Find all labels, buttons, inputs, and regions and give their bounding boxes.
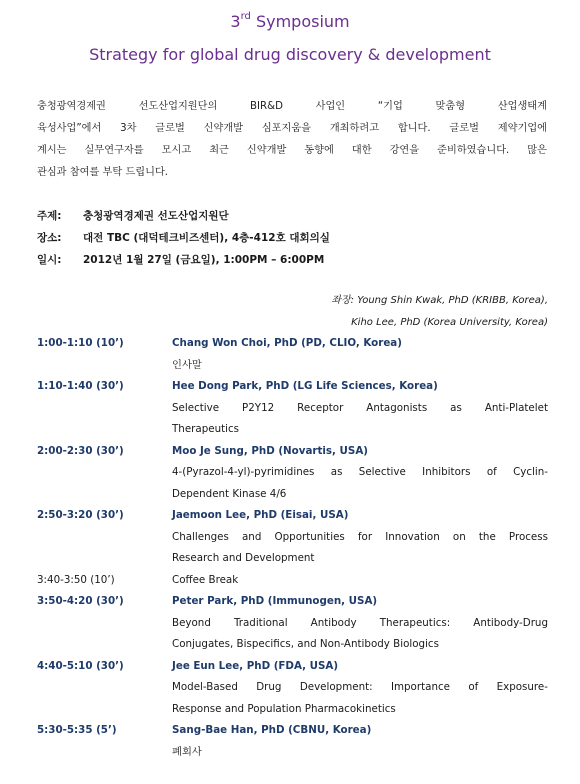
schedule-item bbox=[37, 505, 548, 570]
info-value: 대전 TBC (대덕테크비즈센터), 4층-412호 대회의실 bbox=[83, 232, 330, 244]
info-key: 주제: bbox=[37, 210, 62, 222]
schedule-speaker: Jaemoon Lee, PhD (Eisai, USA) bbox=[172, 509, 349, 521]
symposium-title bbox=[0, 12, 580, 31]
schedule-item bbox=[37, 591, 548, 656]
coffee-break-label: Coffee Break bbox=[172, 573, 239, 586]
info-row-datetime bbox=[37, 249, 330, 271]
chair-line: 좌장: Young Shin Kwak, PhD (KRIBB, Korea), bbox=[331, 295, 548, 306]
intro-line: 계시는 실무연구자를 모시고 최근 신약개발 동향에 대한 강연을 준비하였습니다. 많은 bbox=[37, 145, 547, 156]
schedule-speaker: Moo Je Sung, PhD (Novartis, USA) bbox=[172, 444, 368, 457]
intro-paragraph bbox=[37, 96, 547, 184]
schedule-talk-line: Challenges and Opportunities for Innovation on the Process bbox=[172, 530, 548, 543]
schedule-item-break bbox=[37, 570, 548, 592]
intro-line: 육성사업”에서 3차 글로벌 신약개발 심포지움을 개최하려고 합니다. 글로벌 제약기업에 bbox=[37, 123, 547, 134]
schedule-talk-line: 4-(Pyrazol-4-yl)-pyrimidines as Selective Inhibitors of Cyclin- bbox=[172, 466, 548, 478]
event-info bbox=[37, 205, 330, 271]
info-row-venue bbox=[37, 227, 330, 249]
session-chairs bbox=[331, 290, 548, 334]
chair-line: Kiho Lee, PhD (Korea University, Korea) bbox=[351, 317, 548, 328]
info-value: 2012년 1월 27일 (금요일), 1:00PM – 6:00PM bbox=[83, 254, 325, 266]
schedule-time: 1:00-1:10 (10’) bbox=[37, 337, 124, 349]
schedule-talk-line: Model-Based Drug Development: Importance of Exposure- bbox=[172, 681, 548, 693]
schedule-talk-line: Research and Development bbox=[172, 552, 315, 564]
schedule-talk-line: Response and Population Pharmacokinetics bbox=[172, 702, 396, 715]
schedule-time: 3:40-3:50 (10’) bbox=[37, 573, 115, 586]
schedule-list bbox=[37, 333, 548, 763]
schedule-item bbox=[37, 441, 548, 506]
schedule-speaker: Chang Won Choi, PhD (PD, CLIO, Korea) bbox=[172, 337, 402, 349]
schedule-item bbox=[37, 656, 548, 721]
schedule-talk-line: 폐회사 bbox=[172, 745, 202, 758]
schedule-talk-line: Dependent Kinase 4/6 bbox=[172, 487, 287, 500]
info-value: 충청광역경제권 선도산업지원단 bbox=[83, 210, 229, 222]
schedule-speaker: Hee Dong Park, PhD (LG Life Sciences, Korea) bbox=[172, 380, 438, 392]
schedule-talk-line: Selective P2Y12 Receptor Antagonists as Anti-Platelet bbox=[172, 401, 548, 414]
info-key: 장소: bbox=[37, 232, 62, 244]
schedule-time: 3:50-4:20 (30’) bbox=[37, 595, 124, 607]
schedule-item bbox=[37, 376, 548, 441]
schedule-item bbox=[37, 333, 548, 376]
intro-line: 충청광역경제권 선도산업지원단의 BIR&D 사업인 “기업 맞춤형 산업생태계 bbox=[37, 101, 547, 112]
schedule-time: 2:00-2:30 (30’) bbox=[37, 444, 124, 457]
title-ordinal-suffix: rd bbox=[240, 11, 251, 22]
title-number: 3 bbox=[230, 12, 241, 31]
schedule-speaker: Sang-Bae Han, PhD (CBNU, Korea) bbox=[172, 724, 372, 736]
schedule-time: 4:40-5:10 (30’) bbox=[37, 659, 124, 672]
intro-line: 관심과 참여를 부탁 드립니다. bbox=[37, 167, 169, 178]
schedule-talk-line: Beyond Traditional Antibody Therapeutics: Antibody-Drug bbox=[172, 616, 548, 629]
schedule-talk-line: Therapeutics bbox=[172, 423, 240, 435]
schedule-talk-line: 인사말 bbox=[172, 358, 202, 371]
info-row-topic bbox=[37, 205, 330, 227]
schedule-talk-line: Conjugates, Bispecifics, and Non-Antibody Biologics bbox=[172, 638, 439, 650]
schedule-time: 1:10-1:40 (30’) bbox=[37, 380, 124, 392]
schedule-time: 5:30-5:35 (5’) bbox=[37, 724, 117, 736]
schedule-speaker: Jee Eun Lee, PhD (FDA, USA) bbox=[172, 659, 339, 672]
symposium-subtitle: Strategy for global drug discovery & development bbox=[89, 45, 491, 64]
title-word: Symposium bbox=[255, 12, 350, 31]
schedule-time: 2:50-3:20 (30’) bbox=[37, 509, 124, 521]
schedule-item bbox=[37, 720, 548, 763]
info-key: 일시: bbox=[37, 254, 62, 266]
schedule-speaker: Peter Park, PhD (Immunogen, USA) bbox=[172, 595, 378, 607]
